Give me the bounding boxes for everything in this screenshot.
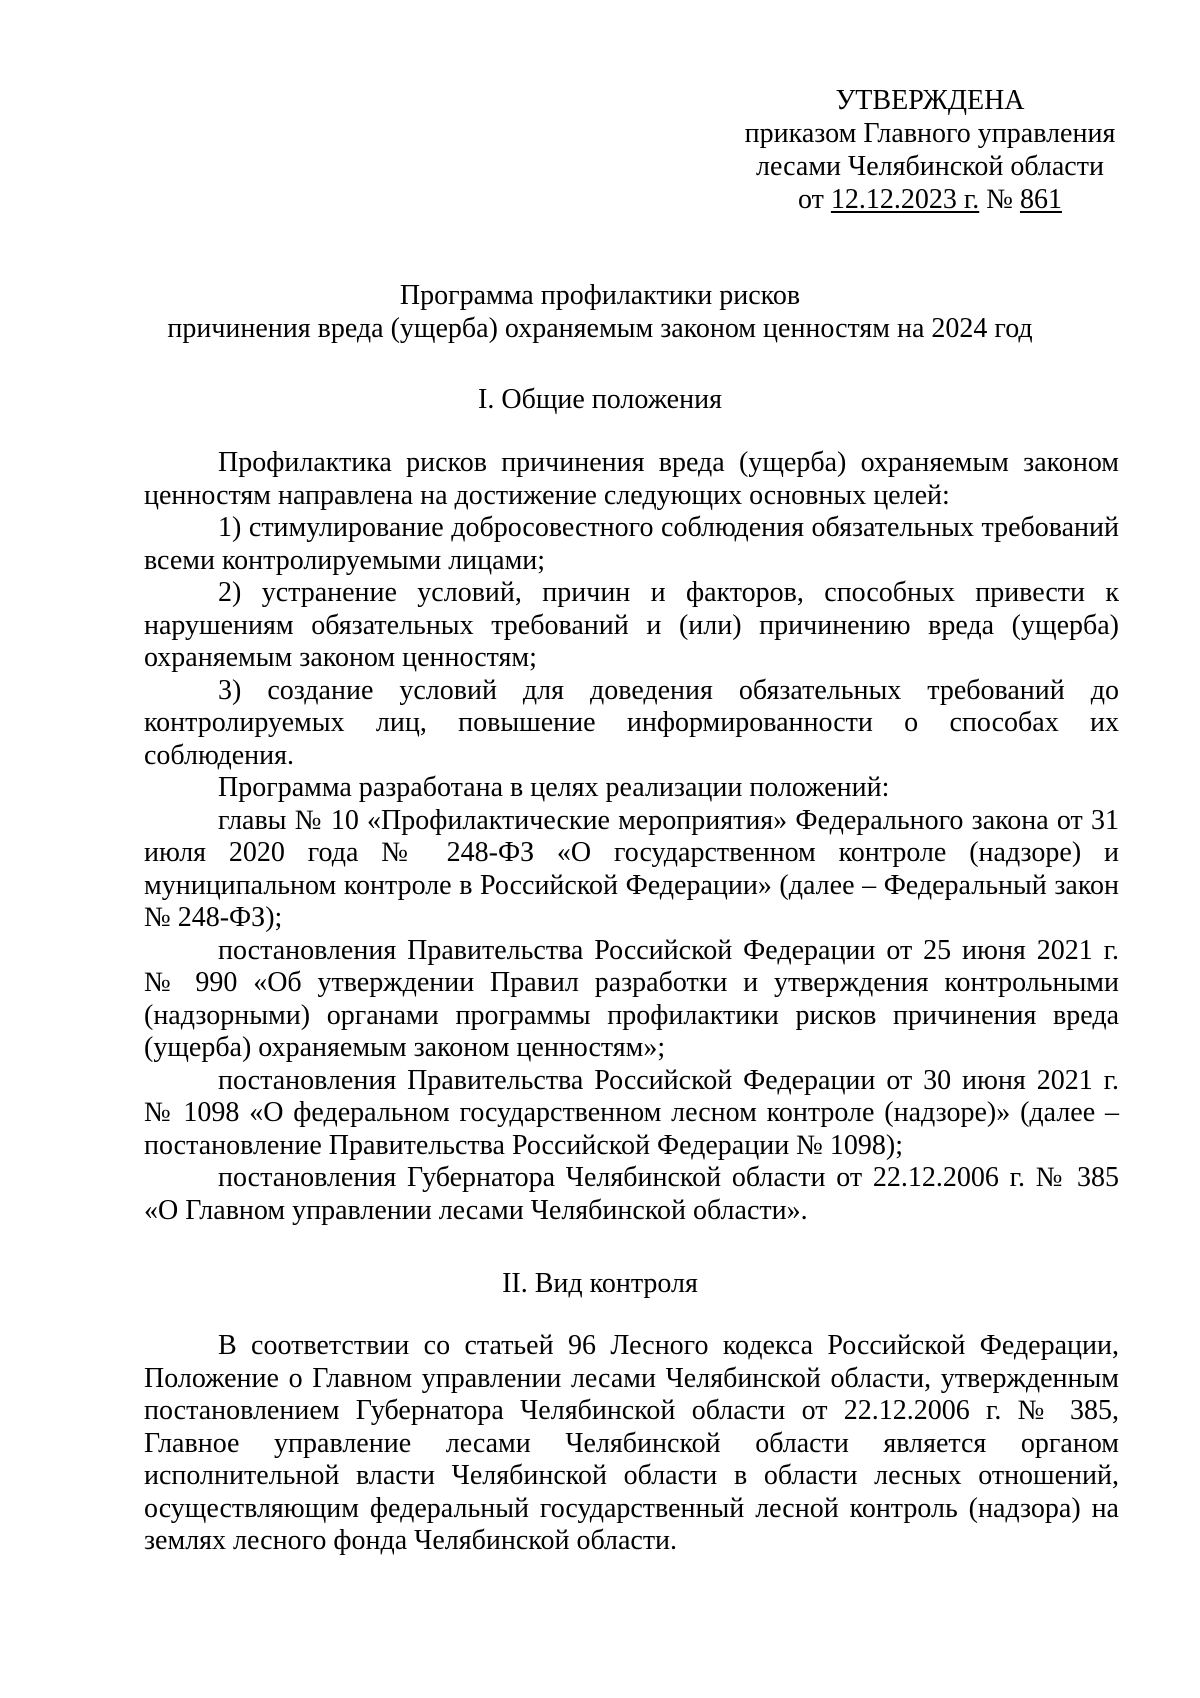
paragraph: В соответствии со статьей 96 Лесного кодекса Российской Федерации, Положение о Главном управлении лесами Челябинской области, утвержденным постановлением Губернатора Челябинской области от 22.12.2006 г. № 385, Главное управление лесами Челябинской области является органом исполнительной власти Челябинской области в области лесных отношений, осуществляющим федеральный государственный лесной контроль (надзора) на землях лесного фонда Челябинской области. [144, 1330, 1119, 1556]
approval-number: 861 [1019, 184, 1062, 215]
document-title-line-1: Программа профилактики рисков [399, 280, 801, 311]
paragraph: 3) создание условий для доведения обязательных требований до контролируемых лиц, повышение информированности о способах их соблюдения. [144, 674, 1119, 771]
document-title-line-2: причинения вреда (ущерба) охраняемым законом ценностям на 2024 год [167, 313, 1033, 344]
paragraph: Программа разработана в целях реализации положений: [218, 772, 890, 803]
approval-line-2: лесами Челябинской области [756, 151, 1104, 182]
document-title [100, 279, 1100, 345]
paragraph: постановления Губернатора Челябинской области от 22.12.2006 г. № 385 «О Главном управлении лесами Челябинской области». [144, 1162, 1119, 1226]
paragraph: постановления Правительства Российской Федерации от 25 июня 2021 г. № 990 «Об утверждении Правил разработки и утверждения контрольными (надзорными) органами программы профилактики рисков причинения вреда (ущерба) охраняемым законом ценностям»; [144, 934, 1119, 1063]
approval-number-prefix: № [979, 184, 1020, 215]
section-1-body [144, 447, 1119, 1227]
paragraph: 2) устранение условий, причин и факторов, способных привести к нарушениям обязательных требований и (или) причинению вреда (ущерба) охраняемым законом ценностям; [144, 577, 1119, 673]
paragraph: главы № 10 «Профилактические мероприятия» Федерального закона от 31 июля 2020 года № 248-ФЗ «О государственном контроле (надзоре) и муниципальном контроле в Российской Федерации» (далее – Федеральный закон № 248-ФЗ); [144, 804, 1119, 933]
paragraph: 1) стимулирование добросовестного соблюдения обязательных требований всеми контролируемыми лицами; [144, 512, 1119, 576]
paragraph: постановления Правительства Российской Федерации от 30 июня 2021 г. № 1098 «О федеральном государственном лесном контроле (надзоре)» (далее – постановление Правительства Российской Федерации № 1098); [144, 1064, 1119, 1161]
section-2-body [144, 1330, 1119, 1558]
approval-date-line [700, 183, 1160, 216]
paragraph: Профилактика рисков причинения вреда (ущерба) охраняемым законом ценностям направлена на достижение следующих основных целей: [144, 447, 1119, 511]
approval-block [700, 84, 1160, 216]
approval-line-1: приказом Главного управления [744, 118, 1116, 149]
section-2-heading: II. Вид контроля [502, 1268, 698, 1299]
section-1-heading: I. Общие положения [478, 384, 722, 415]
approval-date-prefix: от [798, 184, 831, 215]
approval-date: 12.12.2023 г. [830, 184, 980, 215]
approval-title: УТВЕРЖДЕНА [835, 85, 1025, 116]
